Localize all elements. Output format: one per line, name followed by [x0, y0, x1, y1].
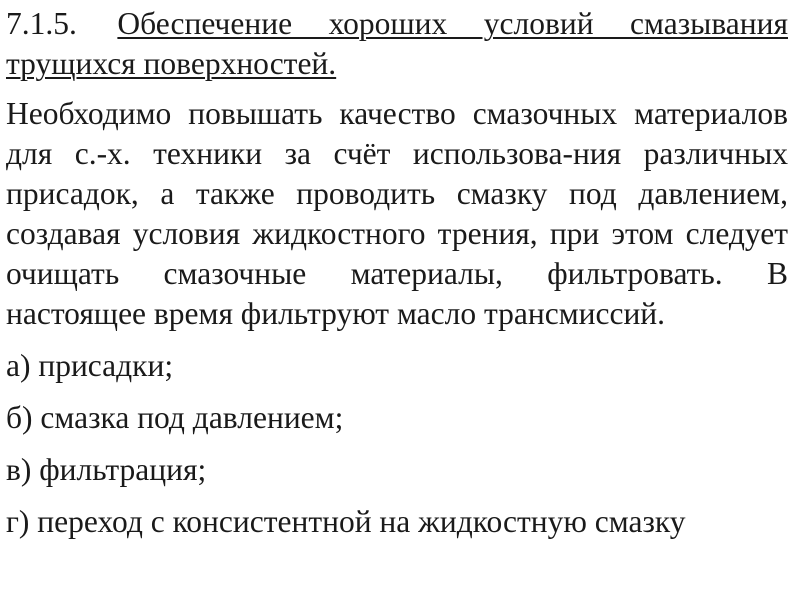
slide-content [6, 0, 788, 544]
list-item-b: б) смазка под давлением; [6, 400, 344, 435]
list-item-c: в) фильтрация; [6, 452, 207, 487]
list-item-d: г) переход с консистентной на жидкостную смазку [6, 504, 686, 539]
section-heading [6, 0, 788, 84]
body-paragraph: Необходимо повышать качество смазочных материалов для с.-х. техники за счёт использова-ния различных присадок, а также проводить смазку под давлением, создавая условия жидкостного трения, при этом следует очищать смазочные материалы, фильтровать. В настоящее время фильтруют масло трансмиссий. [6, 96, 788, 331]
measures-list [6, 344, 788, 544]
section-number: 7.1.5. [6, 6, 77, 41]
list-item-a: а) присадки; [6, 348, 174, 383]
section-title: Обеспечение хороших условий смазывания трущихся поверхностей. [6, 6, 788, 81]
